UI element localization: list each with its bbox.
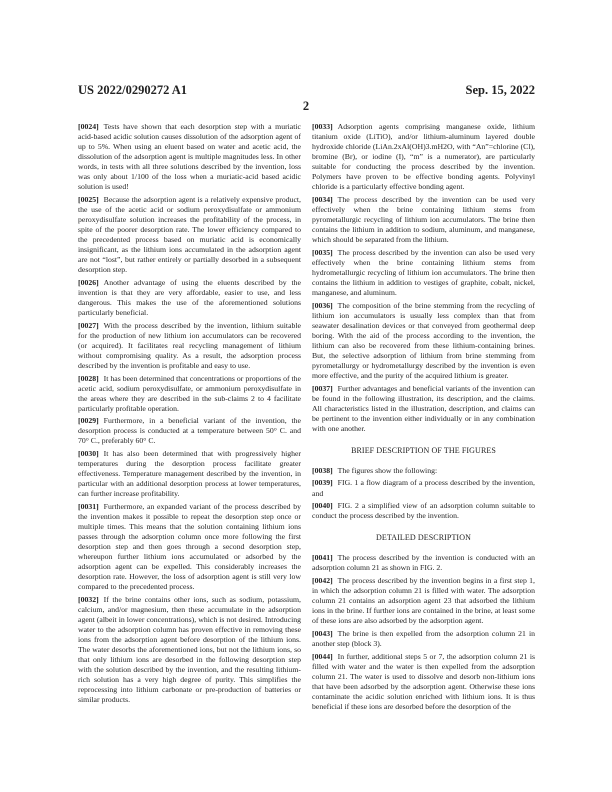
paragraph-number: [0031]	[78, 501, 99, 511]
paragraph	[312, 248, 535, 298]
paragraph	[312, 576, 535, 626]
paragraph	[312, 195, 535, 245]
paragraph-text: The process described by the invention begins in a first step 1, in which the adsorption column 21 is filled with water. The adsorption column 21 contains an adsorption agent 23 that adsorbed the lithium ions in the brine. If further ions are contained in the brine, at least some of these ions are also adsorbed by the adsorption agent.	[312, 575, 535, 626]
paragraph-text: The composition of the brine stemming from the recycling of lithium ion accumulators is usually less complex than that from seawater desalination devices or that conveyed from geothermal deep boring. With the aid of the process according to the invention, the lithium can also be recovered from these lithium-containing brines. But, the selective adsorption of lithium from brine stemming from pyrometallurgy or hydrometallurgy described by the invention is even more effective, and the purity of the acquired lithium is greater.	[312, 300, 535, 380]
paragraph	[78, 416, 301, 446]
paragraph	[312, 629, 535, 649]
paragraph-text: The process described by the invention can be used very effectively when the brine containing lithium stems from pyrometallurgic recycling of lithium ion accumulators. The brine then contains the lithium in addition to sodium, aluminum, and manganese, which should be separated from the lithium.	[312, 194, 535, 245]
paragraph	[312, 478, 535, 498]
paragraph-number: [0028]	[78, 373, 99, 383]
paragraph-number: [0044]	[312, 651, 333, 661]
paragraph-text: The figures show the following:	[337, 465, 438, 475]
paragraph-text: Further advantages and beneficial variants of the invention can be found in the following illustration, its description, and the claims. All characteristics listed in the illustration, description, and claims can be pertinent to the invention either individually or in any combination with one another.	[312, 383, 535, 433]
paragraph-text: Furthermore, in a beneficial variant of the invention, the desorption process is conducted at a temperature between 50° C. and 70° C., preferably 60° C.	[78, 416, 301, 446]
paragraph	[78, 595, 301, 706]
paragraph	[312, 122, 535, 192]
paragraph-text: It has been determined that concentrations or proportions of the acetic acid, sodium peroxydisulfate, or ammonium peroxydisulfate in the areas where they are described in the sub-claims 2 to 4 facilitate particularly profitable operation.	[78, 373, 301, 413]
paragraph-text: The brine is then expelled from the adsorption column 21 in another step (block 3).	[312, 628, 535, 648]
paragraph-text: Furthermore, an expanded variant of the process described by the invention makes it possible to repeat the desorption step once or multiple times. This means that the solution containing lithium ions passes through the adsorption column once more following the first desorption step and then goes through a second desorption step, whereupon further lithium ions accumulated or adsorbed by the adsorption agent can be expelled. This considerably increases the desorption rate. However, the loss of adsorption agent is still very low compared to the precedented process.	[78, 501, 301, 592]
paragraph-text: Adsorption agents comprising manganese oxide, lithium titanium oxide (LiTiO), and/or lithium-aluminum layered double hydroxide chloride (LiAn.2xAl(OH)3.mH2O, with “An”=chlorine (Cl), bromine (Br), or iodine (I), “m” is a numerator), are particularly suitable for conducting the process described by the invention. Polymers have proven to be effective bonding agents. Polyvinyl chloride is a particularly effective bonding agent.	[312, 122, 535, 192]
paragraph-number: [0027]	[78, 320, 99, 330]
paragraph-number: [0034]	[312, 194, 333, 204]
heading-detailed-description: DETAILED DESCRIPTION	[376, 533, 471, 543]
right-column-part-c	[312, 553, 535, 711]
paragraph	[78, 502, 301, 592]
right-column	[312, 122, 535, 714]
paragraph	[78, 195, 301, 275]
paragraph-number: [0043]	[312, 628, 333, 638]
paragraph-text: FIG. 2 a simplified view of an adsorption column suitable to conduct the process described by the invention.	[312, 501, 535, 521]
paragraph-number: [0025]	[78, 194, 99, 204]
paragraph-number: [0036]	[312, 300, 333, 310]
paragraph-text: Tests have shown that each desorption step with a muriatic acid-based acidic solution causes dissolution of the adsorption agent of up to 5%. When using an eluent based on water and acetic acid, the dissolution of the adsorption agent is multiple magnitudes less. In other words, in tests with all three solutions described by the invention, loss was only about 1/100 of the loss when a muriatic-acid based acidic solution is used!	[78, 122, 301, 192]
right-column-part-a	[312, 122, 535, 434]
left-column	[78, 122, 301, 708]
paragraph-text: Another advantage of using the eluents described by the invention is that they are very affordable, easier to use, and less dangerous. This makes the use of the aforementioned solutions particularly beneficial.	[78, 277, 301, 318]
publication-date: Sep. 15, 2022	[465, 83, 535, 97]
paragraph	[78, 449, 301, 499]
paragraph	[312, 384, 535, 434]
publication-number: US 2022/0290272 A1	[78, 83, 188, 97]
paragraph	[78, 374, 301, 414]
paragraph	[312, 501, 535, 521]
paragraph-number: [0041]	[312, 553, 333, 563]
paragraph-text: In further, additional steps 5 or 7, the adsorption column 21 is filled with water and the water is then expelled from the adsorption column 21. The water is used to dissolve and desorb non-lithium ions that have been adsorbed by the adsorption agent. Otherwise these ions contaminate the acidic solution enriched with lithium ions. It is thus beneficial if these ions are desorbed before the desorption of the	[312, 651, 535, 711]
paragraph	[312, 301, 535, 381]
paragraph-number: [0038]	[312, 465, 333, 475]
paragraph-text: The process described by the invention is conducted with an adsorption column 21 as shown in FIG. 2.	[312, 553, 535, 573]
paragraph-number: [0039]	[312, 478, 333, 488]
paragraph-text: It has also been determined that with progressively higher temperatures during the desorption process facilitate greater effectiveness. Temperature management described by the invention, in particular with an additional desorption process at lower temperatures, can further increase profitability.	[78, 449, 301, 499]
paragraph-text: With the process described by the invention, lithium suitable for the production of new lithium ion accumulators can be recovered (or acquired). It facilitates real recycling management of lithium without compromising quality. As a result, the adsorption process described by the invention is profitable and easy to use.	[78, 320, 301, 370]
right-column-part-b	[312, 466, 535, 521]
paragraph-text: The process described by the invention can also be used very effectively when the brine containing lithium stems from hydrometallurgic recycling of lithium ion accumulators. The brine then contains the lithium in addition to vestiges of graphite, cobalt, nickel, manganese, and aluminum.	[312, 247, 535, 297]
paragraph-number: [0032]	[78, 594, 99, 604]
paragraph-number: [0035]	[312, 247, 333, 257]
paragraph-number: [0037]	[312, 383, 333, 393]
paragraph	[312, 553, 535, 573]
paragraph-number: [0040]	[312, 501, 333, 511]
paragraph-number: [0029]	[78, 416, 99, 426]
paragraph-text: Because the adsorption agent is a relatively expensive product, the use of the acetic acid or sodium peroxydisulfate or ammonium peroxydisulfate solution increases the profitability of the process, in spite of the poorer desorption rate. The lower efficiency compared to the precedented process based on muriatic acid is economically insignificant, as the lithium ions accumulated in the adsorption agent are not “lost”, but rather entirely or partially desorbed in a subsequent desorption step.	[78, 194, 301, 275]
paragraph	[312, 652, 535, 712]
paragraph-number: [0030]	[78, 449, 99, 459]
paragraph	[312, 466, 535, 476]
paragraph-number: [0033]	[312, 122, 333, 131]
paragraph-number: [0026]	[78, 277, 99, 287]
paragraph-number: [0024]	[78, 122, 99, 131]
paragraph	[78, 122, 301, 192]
paragraph	[78, 321, 301, 371]
paragraph-text: If the brine contains other ions, such as sodium, potassium, calcium, and/or magnesium, then these accumulate in the adsorption agent (albeit in lower concentrations), which is not desired. Introducing water to the adsorption column has proven effective in removing these ions from the adsorption agent before desorption of the lithium ions. The water desorbs the aforementioned ions, but not the lithium ions, so that only lithium ions are desorbed in the following desorption step with the solution described by the invention, and the resulting lithium-rich solution has a very high degree of purity. This simplifies the reprocessing into lithium carbonate or pre-production of batteries or similar products.	[78, 594, 301, 705]
heading-brief-description: BRIEF DESCRIPTION OF THE FIGURES	[351, 445, 496, 455]
paragraph-number: [0042]	[312, 575, 333, 585]
paragraph	[78, 278, 301, 318]
paragraph-text: FIG. 1 a flow diagram of a process described by the invention, and	[312, 478, 535, 498]
page-number: 2	[302, 99, 310, 113]
